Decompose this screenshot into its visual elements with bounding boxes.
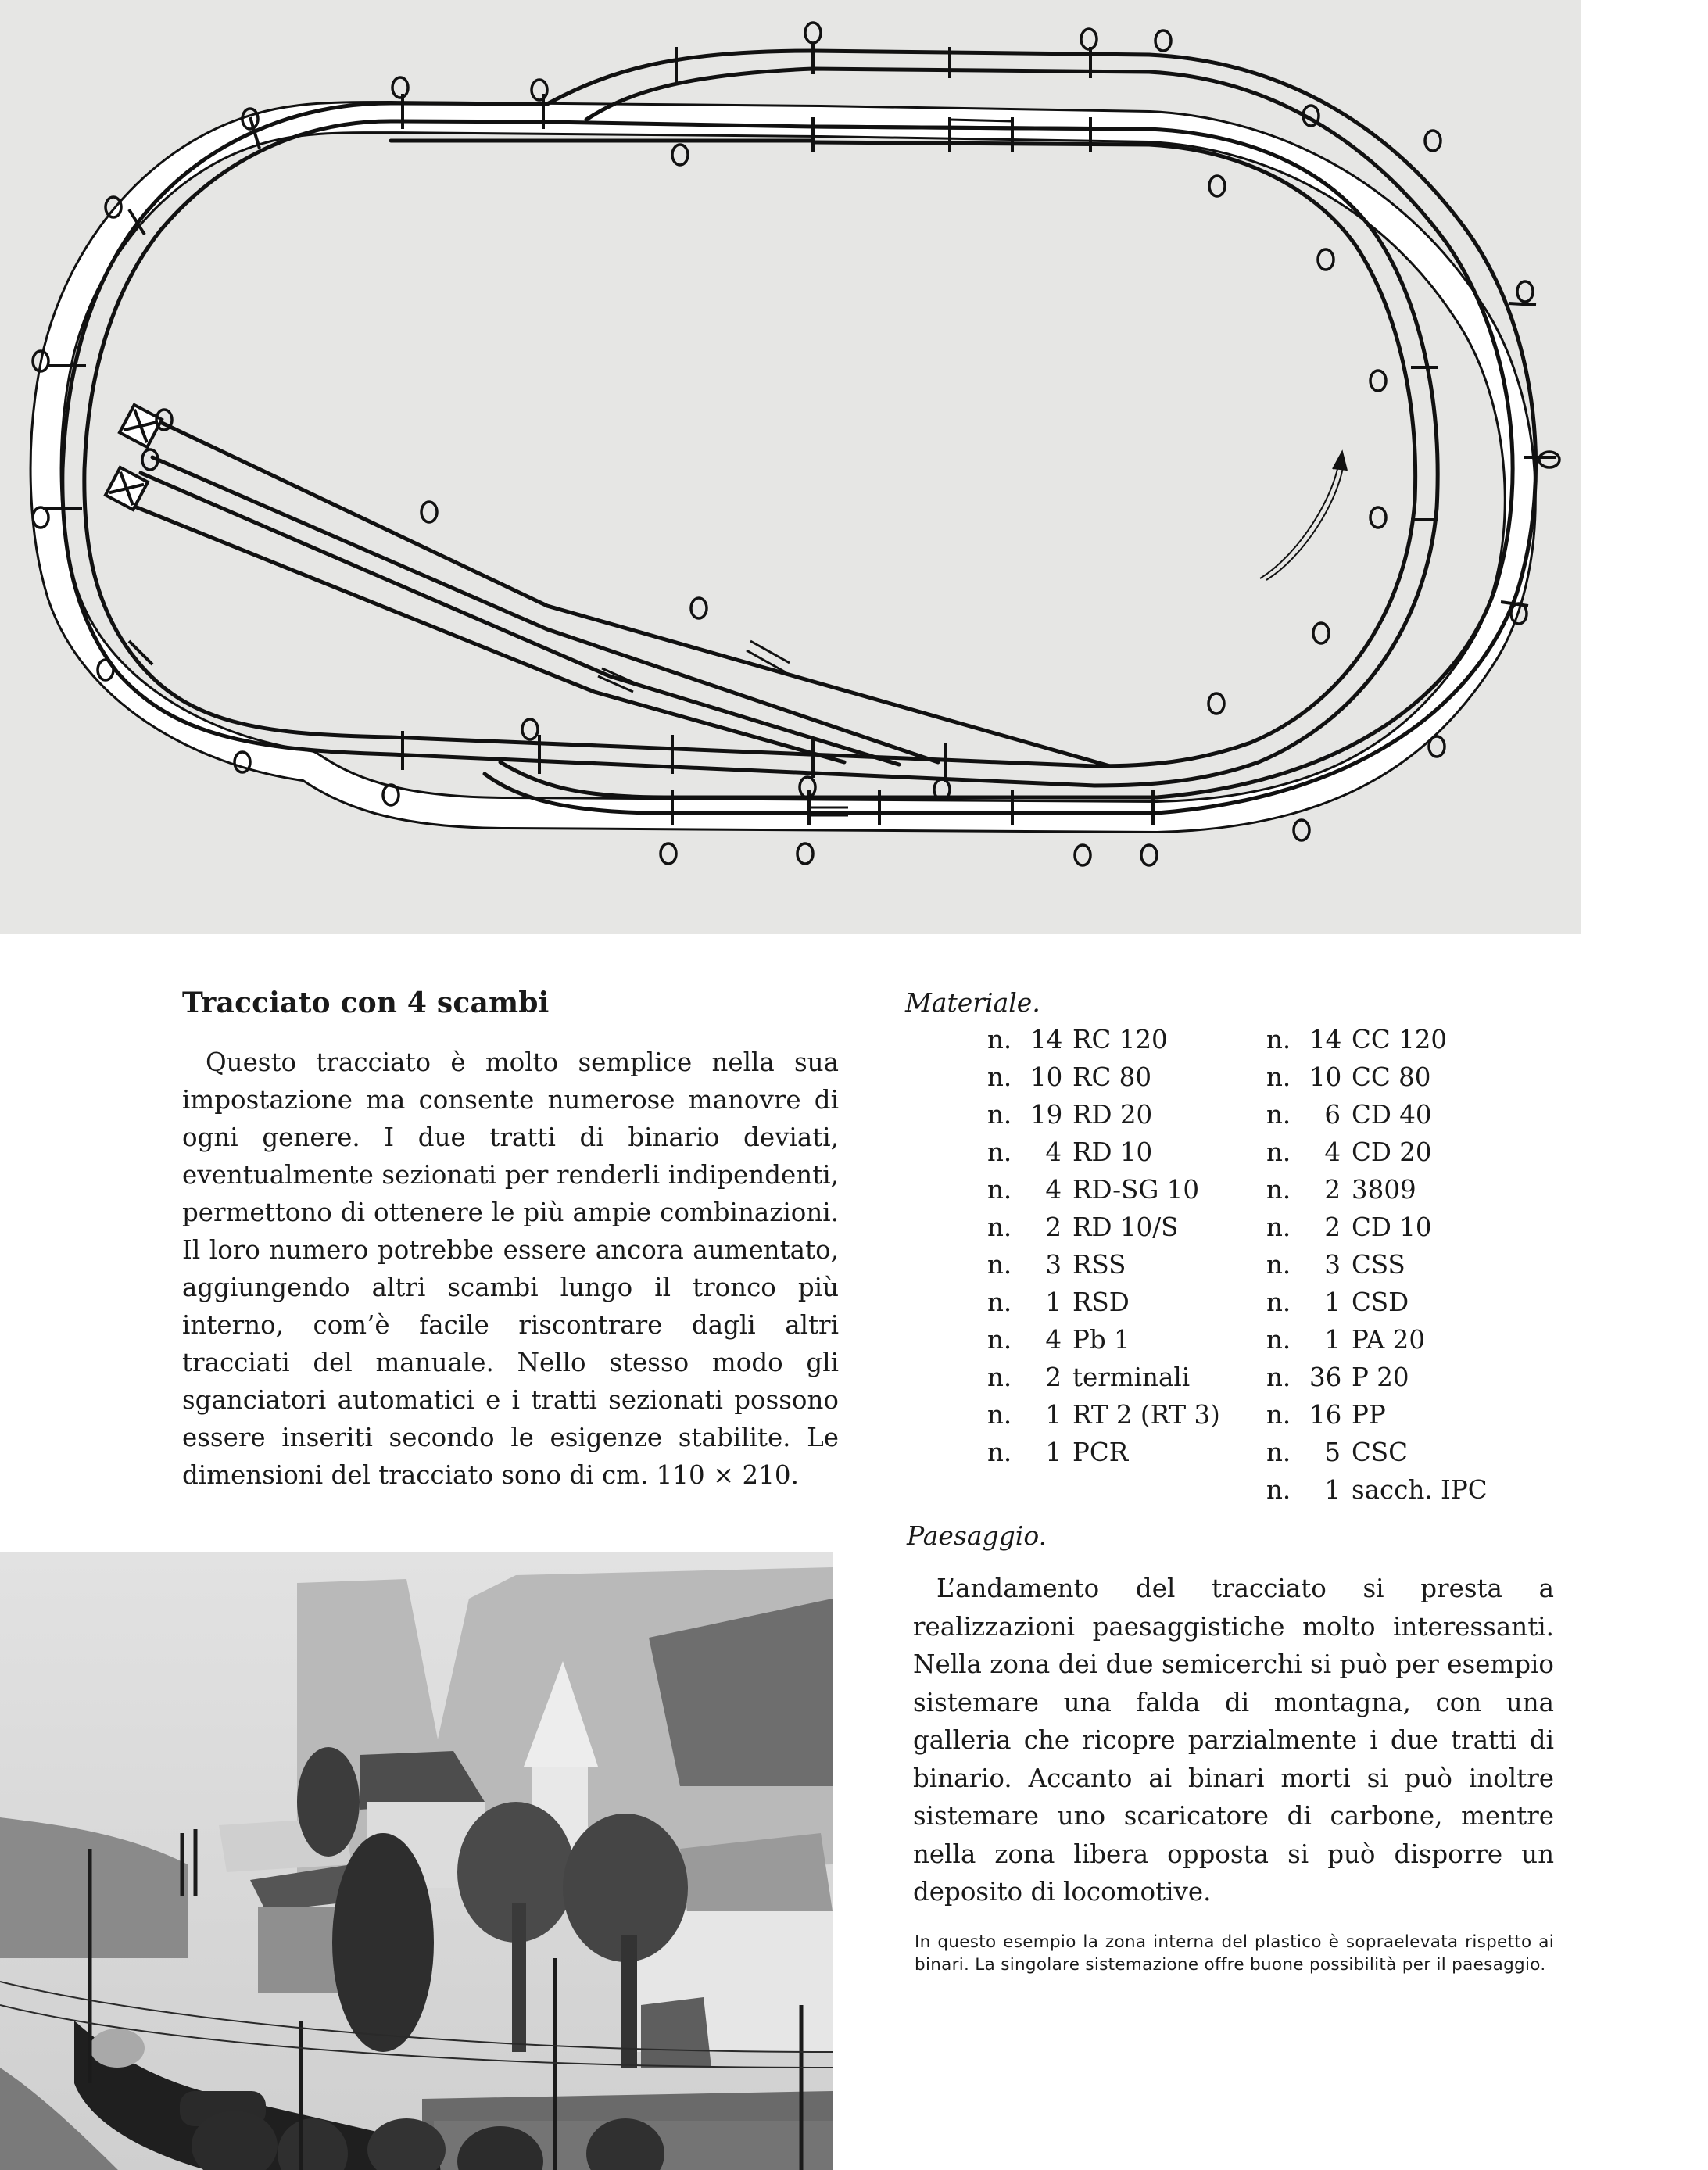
material-prefix: n. <box>1266 1363 1291 1392</box>
material-prefix: n. <box>987 1438 1012 1467</box>
track-layout-diagram <box>0 0 1581 934</box>
material-item-name: CD 20 <box>1352 1137 1432 1167</box>
material-item-name: sacch. IPC <box>1352 1475 1488 1505</box>
material-item-name: CSC <box>1352 1438 1408 1467</box>
material-prefix: n. <box>1266 1325 1291 1355</box>
material-quantity: 10 <box>1309 1062 1342 1092</box>
paesaggio-paragraph: L’andamento del tracciato si presta a realizzazioni paesaggistiche molto interessanti. Nella zona dei due semicerchi si può per esempio sistemare una falda di montagna, con una galleria che ricopre parzialmente i due tratti di binario. Accanto ai binari morti si può inoltre sistemare uno scaricatore di carbone, mentre nella zona libera opposta si può disporre un deposito di locomotive. <box>913 1574 1554 1907</box>
material-prefix: n. <box>1266 1025 1291 1055</box>
material-quantity: 36 <box>1309 1363 1342 1392</box>
article-heading: Tracciato con 4 scambi <box>182 987 550 1019</box>
material-prefix: n. <box>1266 1062 1291 1092</box>
material-prefix: n. <box>987 1325 1012 1355</box>
outer-loop-rails <box>46 117 1520 817</box>
material-list-item <box>1266 1209 1488 1246</box>
material-list-item <box>987 1209 1220 1246</box>
material-list-item <box>1266 1133 1488 1171</box>
material-quantity: 4 <box>1045 1137 1062 1167</box>
material-list-item <box>1266 1359 1488 1396</box>
material-prefix: n. <box>1266 1287 1291 1317</box>
material-quantity: 1 <box>1045 1400 1062 1430</box>
material-quantity: 5 <box>1324 1438 1341 1467</box>
material-quantity: 16 <box>1309 1400 1342 1430</box>
material-prefix: n. <box>1266 1475 1291 1505</box>
material-quantity: 2 <box>1324 1175 1341 1205</box>
material-quantity: 4 <box>1324 1137 1341 1167</box>
material-item-name: 3809 <box>1352 1175 1416 1205</box>
material-item-name: RD 20 <box>1072 1100 1153 1130</box>
material-item-name: PCR <box>1072 1438 1129 1467</box>
material-item-name: RSS <box>1072 1250 1126 1280</box>
material-item-name: RSD <box>1072 1287 1130 1317</box>
material-list-item <box>1266 1321 1488 1359</box>
direction-arrow-icon <box>1260 452 1347 580</box>
material-prefix: n. <box>1266 1212 1291 1242</box>
material-quantity: 14 <box>1309 1025 1342 1055</box>
material-list-item <box>987 1096 1220 1133</box>
material-item-name: CC 120 <box>1352 1025 1448 1055</box>
material-list-item <box>987 1434 1220 1471</box>
outer-loop-track <box>46 117 1520 817</box>
material-quantity: 1 <box>1045 1287 1062 1317</box>
material-quantity: 19 <box>1030 1100 1063 1130</box>
material-quantity: 1 <box>1045 1438 1062 1467</box>
material-item-name: RD 10/S <box>1072 1212 1179 1242</box>
material-quantity: 1 <box>1324 1325 1341 1355</box>
material-prefix: n. <box>987 1100 1012 1130</box>
material-list-item <box>1266 1471 1488 1509</box>
paesaggio-label: Paesaggio. <box>907 1520 1047 1551</box>
material-item-name: RC 120 <box>1072 1025 1168 1055</box>
material-prefix: n. <box>1266 1438 1291 1467</box>
material-list-item <box>1266 1284 1488 1321</box>
material-list-item <box>987 1359 1220 1396</box>
material-prefix: n. <box>1266 1100 1291 1130</box>
layout-photo <box>0 1552 833 2170</box>
material-list-item <box>1266 1058 1488 1096</box>
material-item-name: CD 10 <box>1352 1212 1432 1242</box>
material-item-name: RD-SG 10 <box>1072 1175 1200 1205</box>
material-quantity: 2 <box>1324 1212 1341 1242</box>
material-item-name: CSS <box>1352 1250 1405 1280</box>
material-quantity: 3 <box>1045 1250 1062 1280</box>
material-prefix: n. <box>987 1250 1012 1280</box>
material-list-item <box>1266 1434 1488 1471</box>
material-item-name: PA 20 <box>1352 1325 1426 1355</box>
photo-caption: In questo esempio la zona interna del plastico è sopraelevata rispetto ai binari. La singolare sistemazione offre buone possibilità per il paesaggio. <box>915 1932 1554 1975</box>
material-item-name: RD 10 <box>1072 1137 1153 1167</box>
material-list-item <box>1266 1246 1488 1284</box>
intro-paragraph: Questo tracciato è molto semplice nella sua impostazione ma consente numerose manovre di ogni genere. I due tratti di binario deviati, eventualmente sezionati per renderli indipendenti, permettono di ottenere le più ampie combinazioni. Il loro numero potrebbe essere ancora aumentato, aggiungendo altri scambi lungo il tronco più interno, com’è facile riscontrare dagli altri tracciati del manuale. Nello stesso modo gli sganciatori automatici e i tratti sezionati possono essere inseriti secondo le esigenze stabilite. Le dimensioni del tracciato sono di cm. 110 × 210. <box>182 1047 839 1490</box>
material-list-item <box>1266 1096 1488 1133</box>
material-list-item <box>1266 1396 1488 1434</box>
material-prefix: n. <box>987 1137 1012 1167</box>
material-item-name: CC 80 <box>1352 1062 1431 1092</box>
material-prefix: n. <box>987 1212 1012 1242</box>
material-item-name: P 20 <box>1352 1363 1409 1392</box>
inner-loop-rails <box>547 56 1517 813</box>
material-list-item <box>987 1396 1220 1434</box>
track-plan-drawing <box>0 0 1581 934</box>
paesaggio-text <box>913 1570 1554 1911</box>
material-prefix: n. <box>987 1062 1012 1092</box>
material-list-item <box>1266 1021 1488 1058</box>
material-list-item <box>1266 1171 1488 1209</box>
material-list-item <box>987 1058 1220 1096</box>
material-quantity: 4 <box>1045 1325 1062 1355</box>
material-list-item <box>987 1021 1220 1058</box>
material-prefix: n. <box>987 1175 1012 1205</box>
material-quantity: 2 <box>1045 1212 1062 1242</box>
material-item-name: terminali <box>1072 1363 1191 1392</box>
material-list-item <box>987 1321 1220 1359</box>
materiale-label: Materiale. <box>905 987 1040 1018</box>
material-item-name: Pb 1 <box>1072 1325 1130 1355</box>
material-quantity: 10 <box>1030 1062 1063 1092</box>
material-item-name: PP <box>1352 1400 1386 1430</box>
materiale-left-column <box>987 1021 1220 1471</box>
material-quantity: 2 <box>1045 1363 1062 1392</box>
material-quantity: 1 <box>1324 1475 1341 1505</box>
material-list-item <box>987 1246 1220 1284</box>
intro-text <box>182 1044 839 1494</box>
material-list-item <box>987 1171 1220 1209</box>
materiale-right-column <box>1266 1021 1488 1509</box>
material-prefix: n. <box>987 1400 1012 1430</box>
material-prefix: n. <box>1266 1137 1291 1167</box>
material-prefix: n. <box>1266 1400 1291 1430</box>
material-prefix: n. <box>1266 1250 1291 1280</box>
material-item-name: CSD <box>1352 1287 1409 1317</box>
material-quantity: 4 <box>1045 1175 1062 1205</box>
material-item-name: RT 2 (RT 3) <box>1072 1400 1220 1430</box>
material-quantity: 3 <box>1324 1250 1341 1280</box>
material-prefix: n. <box>1266 1175 1291 1205</box>
material-list-item <box>987 1284 1220 1321</box>
material-item-name: RC 80 <box>1072 1062 1152 1092</box>
material-quantity: 14 <box>1030 1025 1063 1055</box>
material-prefix: n. <box>987 1287 1012 1317</box>
material-quantity: 6 <box>1324 1100 1341 1130</box>
material-list-item <box>987 1133 1220 1171</box>
material-prefix: n. <box>987 1363 1012 1392</box>
material-quantity: 1 <box>1324 1287 1341 1317</box>
material-prefix: n. <box>987 1025 1012 1055</box>
material-item-name: CD 40 <box>1352 1100 1432 1130</box>
model-railway-photo <box>0 1552 833 2170</box>
